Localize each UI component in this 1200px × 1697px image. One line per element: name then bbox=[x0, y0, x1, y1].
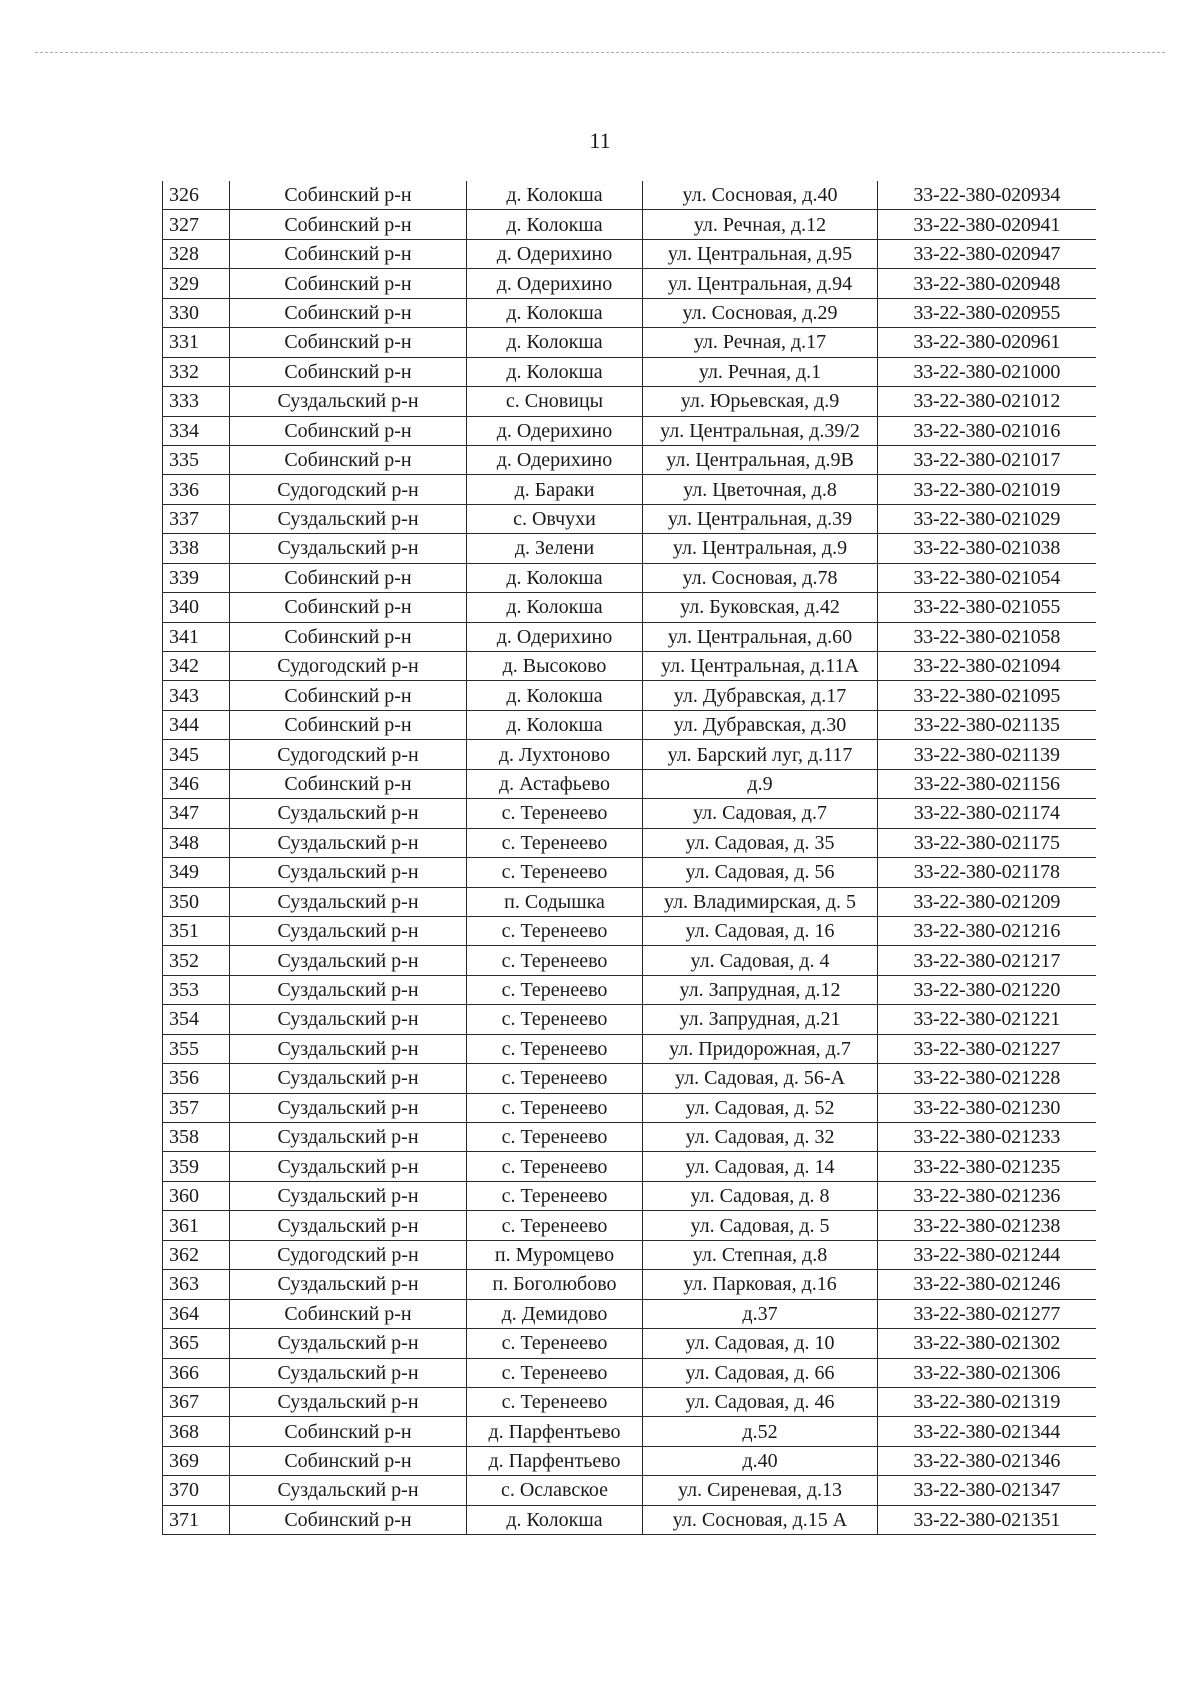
address-cell: ул. Владимирская, д. 5 bbox=[643, 887, 878, 916]
address-cell: ул. Центральная, д.60 bbox=[643, 622, 878, 651]
registry-code-cell: 33-22-380-021347 bbox=[878, 1476, 1096, 1505]
settlement-cell: с. Теренеево bbox=[467, 946, 643, 975]
table-row bbox=[163, 563, 1096, 592]
address-cell: ул. Садовая, д. 16 bbox=[643, 916, 878, 945]
address-cell: ул. Садовая, д. 56 bbox=[643, 858, 878, 887]
registry-code-cell: 33-22-380-021277 bbox=[878, 1299, 1096, 1328]
address-cell: ул. Буковская, д.42 bbox=[643, 593, 878, 622]
registry-code-cell: 33-22-380-020961 bbox=[878, 328, 1096, 357]
district-cell: Собинский р-н bbox=[230, 1417, 467, 1446]
page-number: 11 bbox=[589, 128, 611, 153]
address-cell: ул. Барский луг, д.117 bbox=[643, 740, 878, 769]
district-cell: Суздальский р-н bbox=[230, 1211, 467, 1240]
row-number-cell: 371 bbox=[163, 1505, 230, 1534]
district-cell: Суздальский р-н bbox=[230, 1034, 467, 1063]
table-row bbox=[163, 652, 1096, 681]
district-cell: Собинский р-н bbox=[230, 210, 467, 239]
row-number-cell: 355 bbox=[163, 1034, 230, 1063]
table-row bbox=[163, 828, 1096, 857]
table-row bbox=[163, 858, 1096, 887]
registry-code-cell: 33-22-380-020934 bbox=[878, 181, 1096, 210]
row-number-cell: 353 bbox=[163, 975, 230, 1004]
table-row bbox=[163, 1152, 1096, 1181]
address-cell: ул. Садовая, д. 10 bbox=[643, 1329, 878, 1358]
settlement-cell: с. Теренеево bbox=[467, 858, 643, 887]
settlement-cell: с. Теренеево bbox=[467, 1005, 643, 1034]
address-cell: ул. Речная, д.12 bbox=[643, 210, 878, 239]
district-cell: Суздальский р-н bbox=[230, 887, 467, 916]
settlement-cell: с. Ославское bbox=[467, 1476, 643, 1505]
row-number-cell: 338 bbox=[163, 534, 230, 563]
registry-code-cell: 33-22-380-021238 bbox=[878, 1211, 1096, 1240]
table-row bbox=[163, 328, 1096, 357]
registry-code-cell: 33-22-380-021246 bbox=[878, 1270, 1096, 1299]
address-cell: д.52 bbox=[643, 1417, 878, 1446]
settlement-cell: с. Теренеево bbox=[467, 1123, 643, 1152]
row-number-cell: 356 bbox=[163, 1064, 230, 1093]
registry-code-cell: 33-22-380-021306 bbox=[878, 1358, 1096, 1387]
registry-code-cell: 33-22-380-021216 bbox=[878, 916, 1096, 945]
row-number-cell: 337 bbox=[163, 504, 230, 533]
settlement-cell: д. Колокша bbox=[467, 181, 643, 210]
district-cell: Суздальский р-н bbox=[230, 534, 467, 563]
district-cell: Собинский р-н bbox=[230, 445, 467, 474]
settlement-cell: д. Колокша bbox=[467, 710, 643, 739]
table-row bbox=[163, 769, 1096, 798]
registry-code-cell: 33-22-380-021016 bbox=[878, 416, 1096, 445]
district-cell: Собинский р-н bbox=[230, 416, 467, 445]
registry-code-cell: 33-22-380-021095 bbox=[878, 681, 1096, 710]
table-row bbox=[163, 475, 1096, 504]
address-cell: ул. Садовая, д. 66 bbox=[643, 1358, 878, 1387]
registry-code-cell: 33-22-380-021220 bbox=[878, 975, 1096, 1004]
registry-code-cell: 33-22-380-021230 bbox=[878, 1093, 1096, 1122]
settlement-cell: д. Парфентьево bbox=[467, 1446, 643, 1475]
table-row bbox=[163, 416, 1096, 445]
row-number-cell: 330 bbox=[163, 298, 230, 327]
settlement-cell: с. Теренеево bbox=[467, 1064, 643, 1093]
address-cell: ул. Садовая, д. 35 bbox=[643, 828, 878, 857]
table-row bbox=[163, 387, 1096, 416]
registry-table bbox=[162, 181, 1096, 1535]
registry-code-cell: 33-22-380-021344 bbox=[878, 1417, 1096, 1446]
row-number-cell: 339 bbox=[163, 563, 230, 592]
registry-code-cell: 33-22-380-020955 bbox=[878, 298, 1096, 327]
registry-code-cell: 33-22-380-020947 bbox=[878, 239, 1096, 268]
row-number-cell: 350 bbox=[163, 887, 230, 916]
row-number-cell: 346 bbox=[163, 769, 230, 798]
registry-code-cell: 33-22-380-021244 bbox=[878, 1240, 1096, 1269]
settlement-cell: д. Колокша bbox=[467, 681, 643, 710]
table-row bbox=[163, 357, 1096, 386]
district-cell: Суздальский р-н bbox=[230, 1152, 467, 1181]
address-cell: ул. Степная, д.8 bbox=[643, 1240, 878, 1269]
address-cell: ул. Центральная, д.39/2 bbox=[643, 416, 878, 445]
table-row bbox=[163, 799, 1096, 828]
registry-code-cell: 33-22-380-021319 bbox=[878, 1387, 1096, 1416]
row-number-cell: 368 bbox=[163, 1417, 230, 1446]
address-cell: ул. Дубравская, д.30 bbox=[643, 710, 878, 739]
district-cell: Собинский р-н bbox=[230, 239, 467, 268]
table-row bbox=[163, 534, 1096, 563]
row-number-cell: 342 bbox=[163, 652, 230, 681]
row-number-cell: 359 bbox=[163, 1152, 230, 1181]
address-cell: ул. Садовая, д. 8 bbox=[643, 1181, 878, 1210]
district-cell: Суздальский р-н bbox=[230, 1005, 467, 1034]
district-cell: Собинский р-н bbox=[230, 181, 467, 210]
registry-code-cell: 33-22-380-021058 bbox=[878, 622, 1096, 651]
district-cell: Суздальский р-н bbox=[230, 1270, 467, 1299]
address-cell: ул. Юрьевская, д.9 bbox=[643, 387, 878, 416]
settlement-cell: д. Одерихино bbox=[467, 622, 643, 651]
table-row bbox=[163, 1387, 1096, 1416]
table-row bbox=[163, 445, 1096, 474]
registry-code-cell: 33-22-380-021221 bbox=[878, 1005, 1096, 1034]
address-cell: ул. Садовая, д. 52 bbox=[643, 1093, 878, 1122]
district-cell: Суздальский р-н bbox=[230, 1387, 467, 1416]
settlement-cell: п. Содышка bbox=[467, 887, 643, 916]
registry-code-cell: 33-22-380-020948 bbox=[878, 269, 1096, 298]
table-row bbox=[163, 622, 1096, 651]
district-cell: Суздальский р-н bbox=[230, 975, 467, 1004]
registry-code-cell: 33-22-380-021019 bbox=[878, 475, 1096, 504]
settlement-cell: п. Боголюбово bbox=[467, 1270, 643, 1299]
district-cell: Суздальский р-н bbox=[230, 1093, 467, 1122]
row-number-cell: 351 bbox=[163, 916, 230, 945]
row-number-cell: 336 bbox=[163, 475, 230, 504]
table-row bbox=[163, 1211, 1096, 1240]
row-number-cell: 366 bbox=[163, 1358, 230, 1387]
address-cell: ул. Сосновая, д.78 bbox=[643, 563, 878, 592]
row-number-cell: 358 bbox=[163, 1123, 230, 1152]
district-cell: Собинский р-н bbox=[230, 269, 467, 298]
district-cell: Собинский р-н bbox=[230, 710, 467, 739]
district-cell: Суздальский р-н bbox=[230, 828, 467, 857]
registry-code-cell: 33-22-380-020941 bbox=[878, 210, 1096, 239]
row-number-cell: 352 bbox=[163, 946, 230, 975]
settlement-cell: с. Теренеево bbox=[467, 1093, 643, 1122]
row-number-cell: 340 bbox=[163, 593, 230, 622]
row-number-cell: 344 bbox=[163, 710, 230, 739]
address-cell: ул. Садовая, д.7 bbox=[643, 799, 878, 828]
registry-code-cell: 33-22-380-021217 bbox=[878, 946, 1096, 975]
table-row bbox=[163, 593, 1096, 622]
registry-code-cell: 33-22-380-021351 bbox=[878, 1505, 1096, 1534]
row-number-cell: 348 bbox=[163, 828, 230, 857]
address-cell: ул. Парковая, д.16 bbox=[643, 1270, 878, 1299]
row-number-cell: 361 bbox=[163, 1211, 230, 1240]
row-number-cell: 333 bbox=[163, 387, 230, 416]
row-number-cell: 363 bbox=[163, 1270, 230, 1299]
settlement-cell: д. Парфентьево bbox=[467, 1417, 643, 1446]
address-cell: ул. Речная, д.17 bbox=[643, 328, 878, 357]
district-cell: Суздальский р-н bbox=[230, 1181, 467, 1210]
row-number-cell: 347 bbox=[163, 799, 230, 828]
registry-code-cell: 33-22-380-021156 bbox=[878, 769, 1096, 798]
district-cell: Собинский р-н bbox=[230, 298, 467, 327]
settlement-cell: д. Колокша bbox=[467, 298, 643, 327]
settlement-cell: д. Колокша bbox=[467, 1505, 643, 1534]
district-cell: Собинский р-н bbox=[230, 1299, 467, 1328]
registry-code-cell: 33-22-380-021236 bbox=[878, 1181, 1096, 1210]
registry-table-body bbox=[163, 181, 1096, 1535]
address-cell: ул. Садовая, д. 4 bbox=[643, 946, 878, 975]
row-number-cell: 343 bbox=[163, 681, 230, 710]
address-cell: ул. Центральная, д.11А bbox=[643, 652, 878, 681]
settlement-cell: д. Бараки bbox=[467, 475, 643, 504]
registry-code-cell: 33-22-380-021055 bbox=[878, 593, 1096, 622]
settlement-cell: с. Теренеево bbox=[467, 1152, 643, 1181]
settlement-cell: д. Высоково bbox=[467, 652, 643, 681]
row-number-cell: 349 bbox=[163, 858, 230, 887]
district-cell: Суздальский р-н bbox=[230, 858, 467, 887]
district-cell: Собинский р-н bbox=[230, 593, 467, 622]
registry-code-cell: 33-22-380-021094 bbox=[878, 652, 1096, 681]
table-row bbox=[163, 710, 1096, 739]
district-cell: Суздальский р-н bbox=[230, 504, 467, 533]
registry-code-cell: 33-22-380-021029 bbox=[878, 504, 1096, 533]
registry-code-cell: 33-22-380-021054 bbox=[878, 563, 1096, 592]
settlement-cell: с. Теренеево bbox=[467, 1387, 643, 1416]
row-number-cell: 334 bbox=[163, 416, 230, 445]
registry-code-cell: 33-22-380-021038 bbox=[878, 534, 1096, 563]
address-cell: д.40 bbox=[643, 1446, 878, 1475]
row-number-cell: 364 bbox=[163, 1299, 230, 1328]
registry-code-cell: 33-22-380-021235 bbox=[878, 1152, 1096, 1181]
address-cell: ул. Сосновая, д.40 bbox=[643, 181, 878, 210]
district-cell: Судогодский р-н bbox=[230, 475, 467, 504]
settlement-cell: с. Теренеево bbox=[467, 1181, 643, 1210]
table-row bbox=[163, 1299, 1096, 1328]
address-cell: ул. Запрудная, д.21 bbox=[643, 1005, 878, 1034]
settlement-cell: с. Овчухи bbox=[467, 504, 643, 533]
address-cell: ул. Садовая, д. 46 bbox=[643, 1387, 878, 1416]
settlement-cell: д. Колокша bbox=[467, 563, 643, 592]
row-number-cell: 360 bbox=[163, 1181, 230, 1210]
table-row bbox=[163, 1358, 1096, 1387]
address-cell: д.9 bbox=[643, 769, 878, 798]
settlement-cell: д. Колокша bbox=[467, 593, 643, 622]
settlement-cell: с. Теренеево bbox=[467, 975, 643, 1004]
district-cell: Судогодский р-н bbox=[230, 1240, 467, 1269]
address-cell: ул. Центральная, д.94 bbox=[643, 269, 878, 298]
registry-code-cell: 33-22-380-021346 bbox=[878, 1446, 1096, 1475]
settlement-cell: д. Колокша bbox=[467, 357, 643, 386]
row-number-cell: 367 bbox=[163, 1387, 230, 1416]
district-cell: Собинский р-н bbox=[230, 1505, 467, 1534]
table-row bbox=[163, 975, 1096, 1004]
settlement-cell: д. Колокша bbox=[467, 328, 643, 357]
table-row bbox=[163, 1064, 1096, 1093]
address-cell: ул. Речная, д.1 bbox=[643, 357, 878, 386]
settlement-cell: с. Теренеево bbox=[467, 1211, 643, 1240]
registry-code-cell: 33-22-380-021228 bbox=[878, 1064, 1096, 1093]
table-row bbox=[163, 1446, 1096, 1475]
registry-code-cell: 33-22-380-021000 bbox=[878, 357, 1096, 386]
table-row bbox=[163, 269, 1096, 298]
district-cell: Судогодский р-н bbox=[230, 740, 467, 769]
address-cell: д.37 bbox=[643, 1299, 878, 1328]
settlement-cell: д. Лухтоново bbox=[467, 740, 643, 769]
row-number-cell: 370 bbox=[163, 1476, 230, 1505]
district-cell: Суздальский р-н bbox=[230, 1358, 467, 1387]
registry-code-cell: 33-22-380-021135 bbox=[878, 710, 1096, 739]
table-row bbox=[163, 1329, 1096, 1358]
settlement-cell: д. Одерихино bbox=[467, 445, 643, 474]
district-cell: Суздальский р-н bbox=[230, 916, 467, 945]
address-cell: ул. Центральная, д.95 bbox=[643, 239, 878, 268]
table-row bbox=[163, 1005, 1096, 1034]
settlement-cell: д. Астафьево bbox=[467, 769, 643, 798]
table-row bbox=[163, 1505, 1096, 1534]
settlement-cell: п. Муромцево bbox=[467, 1240, 643, 1269]
scan-artifact-line bbox=[35, 52, 1165, 53]
address-cell: ул. Дубравская, д.17 bbox=[643, 681, 878, 710]
district-cell: Суздальский р-н bbox=[230, 1476, 467, 1505]
settlement-cell: д. Колокша bbox=[467, 210, 643, 239]
table-row bbox=[163, 1476, 1096, 1505]
registry-code-cell: 33-22-380-021174 bbox=[878, 799, 1096, 828]
row-number-cell: 332 bbox=[163, 357, 230, 386]
table-row bbox=[163, 1270, 1096, 1299]
registry-code-cell: 33-22-380-021012 bbox=[878, 387, 1096, 416]
address-cell: ул. Садовая, д. 32 bbox=[643, 1123, 878, 1152]
registry-code-cell: 33-22-380-021178 bbox=[878, 858, 1096, 887]
settlement-cell: с. Теренеево bbox=[467, 799, 643, 828]
address-cell: ул. Цветочная, д.8 bbox=[643, 475, 878, 504]
table-row bbox=[163, 740, 1096, 769]
district-cell: Собинский р-н bbox=[230, 357, 467, 386]
settlement-cell: д. Одерихино bbox=[467, 239, 643, 268]
settlement-cell: с. Теренеево bbox=[467, 1358, 643, 1387]
district-cell: Собинский р-н bbox=[230, 622, 467, 651]
row-number-cell: 331 bbox=[163, 328, 230, 357]
address-cell: ул. Садовая, д. 5 bbox=[643, 1211, 878, 1240]
settlement-cell: д. Демидово bbox=[467, 1299, 643, 1328]
district-cell: Суздальский р-н bbox=[230, 1064, 467, 1093]
district-cell: Суздальский р-н bbox=[230, 387, 467, 416]
settlement-cell: с. Теренеево bbox=[467, 828, 643, 857]
row-number-cell: 329 bbox=[163, 269, 230, 298]
address-cell: ул. Центральная, д.39 bbox=[643, 504, 878, 533]
settlement-cell: д. Одерихино bbox=[467, 416, 643, 445]
table-row bbox=[163, 181, 1096, 210]
row-number-cell: 327 bbox=[163, 210, 230, 239]
district-cell: Собинский р-н bbox=[230, 1446, 467, 1475]
address-cell: ул. Сосновая, д.15 А bbox=[643, 1505, 878, 1534]
row-number-cell: 354 bbox=[163, 1005, 230, 1034]
registry-code-cell: 33-22-380-021139 bbox=[878, 740, 1096, 769]
registry-code-cell: 33-22-380-021017 bbox=[878, 445, 1096, 474]
table-row bbox=[163, 916, 1096, 945]
district-cell: Суздальский р-н bbox=[230, 946, 467, 975]
settlement-cell: с. Теренеево bbox=[467, 1329, 643, 1358]
district-cell: Судогодский р-н bbox=[230, 652, 467, 681]
row-number-cell: 345 bbox=[163, 740, 230, 769]
table-row bbox=[163, 946, 1096, 975]
registry-code-cell: 33-22-380-021175 bbox=[878, 828, 1096, 857]
district-cell: Суздальский р-н bbox=[230, 1123, 467, 1152]
registry-code-cell: 33-22-380-021209 bbox=[878, 887, 1096, 916]
settlement-cell: с. Теренеево bbox=[467, 1034, 643, 1063]
district-cell: Суздальский р-н bbox=[230, 799, 467, 828]
address-cell: ул. Сосновая, д.29 bbox=[643, 298, 878, 327]
row-number-cell: 362 bbox=[163, 1240, 230, 1269]
registry-code-cell: 33-22-380-021233 bbox=[878, 1123, 1096, 1152]
district-cell: Суздальский р-н bbox=[230, 1329, 467, 1358]
district-cell: Собинский р-н bbox=[230, 769, 467, 798]
table-row bbox=[163, 239, 1096, 268]
address-cell: ул. Центральная, д.9В bbox=[643, 445, 878, 474]
table-row bbox=[163, 1240, 1096, 1269]
row-number-cell: 341 bbox=[163, 622, 230, 651]
table-row bbox=[163, 1123, 1096, 1152]
address-cell: ул. Запрудная, д.12 bbox=[643, 975, 878, 1004]
table-row bbox=[163, 887, 1096, 916]
row-number-cell: 328 bbox=[163, 239, 230, 268]
settlement-cell: с. Теренеево bbox=[467, 916, 643, 945]
registry-code-cell: 33-22-380-021302 bbox=[878, 1329, 1096, 1358]
table-row bbox=[163, 504, 1096, 533]
table-row bbox=[163, 1417, 1096, 1446]
address-cell: ул. Придорожная, д.7 bbox=[643, 1034, 878, 1063]
address-cell: ул. Центральная, д.9 bbox=[643, 534, 878, 563]
address-cell: ул. Садовая, д. 14 bbox=[643, 1152, 878, 1181]
table-row bbox=[163, 1034, 1096, 1063]
table-row bbox=[163, 298, 1096, 327]
settlement-cell: с. Сновицы bbox=[467, 387, 643, 416]
district-cell: Собинский р-н bbox=[230, 563, 467, 592]
district-cell: Собинский р-н bbox=[230, 328, 467, 357]
row-number-cell: 365 bbox=[163, 1329, 230, 1358]
row-number-cell: 369 bbox=[163, 1446, 230, 1475]
district-cell: Собинский р-н bbox=[230, 681, 467, 710]
settlement-cell: д. Одерихино bbox=[467, 269, 643, 298]
registry-code-cell: 33-22-380-021227 bbox=[878, 1034, 1096, 1063]
row-number-cell: 357 bbox=[163, 1093, 230, 1122]
table-row bbox=[163, 210, 1096, 239]
address-cell: ул. Садовая, д. 56-А bbox=[643, 1064, 878, 1093]
table-row bbox=[163, 1181, 1096, 1210]
settlement-cell: д. Зелени bbox=[467, 534, 643, 563]
row-number-cell: 335 bbox=[163, 445, 230, 474]
address-cell: ул. Сиреневая, д.13 bbox=[643, 1476, 878, 1505]
row-number-cell: 326 bbox=[163, 181, 230, 210]
table-row bbox=[163, 681, 1096, 710]
table-row bbox=[163, 1093, 1096, 1122]
